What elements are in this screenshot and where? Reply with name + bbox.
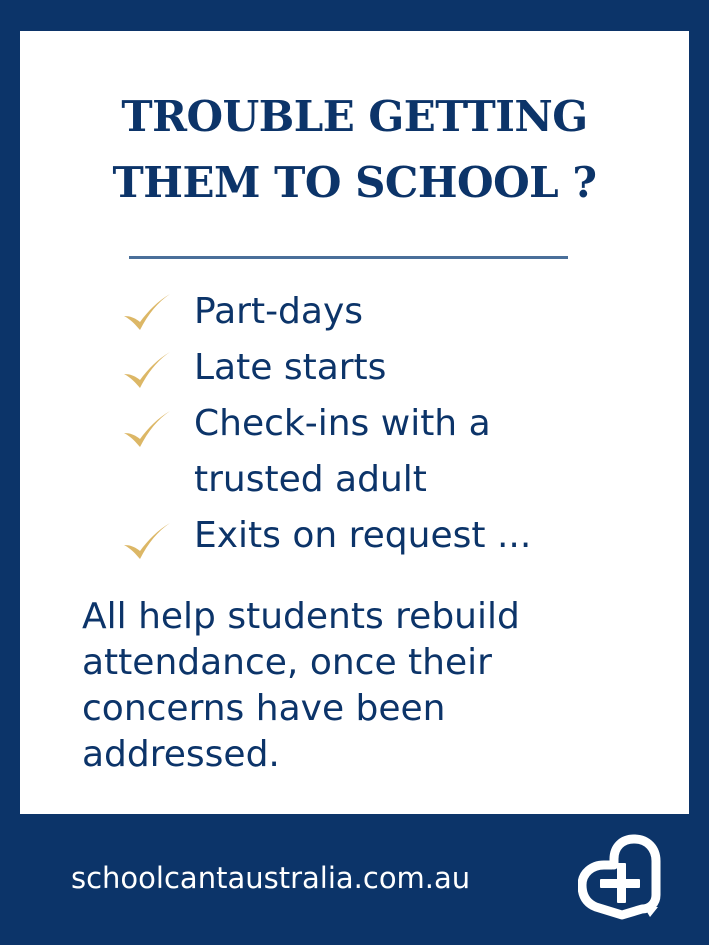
summary-paragraph — [82, 594, 662, 778]
checkmark-icon — [120, 292, 172, 332]
checklist-item-text: Part-days — [194, 291, 364, 332]
summary-line-2: attendance, once their — [82, 642, 492, 683]
checkmark-icon — [120, 521, 172, 561]
checkmark-icon — [120, 350, 172, 390]
summary-line-3: concerns have been — [82, 688, 446, 729]
headline-line-1: TROUBLE GETTING — [121, 92, 588, 141]
summary-line-4: addressed. — [82, 734, 280, 775]
summary-line-1: All help students rebuild — [82, 596, 520, 637]
checklist-item-text: Exits on request ... — [194, 515, 532, 556]
headline — [0, 84, 709, 216]
checklist-item-text-continued: trusted adult — [194, 459, 427, 500]
checklist-item-text: Late starts — [194, 347, 387, 388]
divider-line — [129, 256, 568, 259]
checkmark-icon — [120, 409, 172, 449]
checklist-item-text: Check-ins with a — [194, 403, 491, 444]
footer-website-link[interactable]: schoolcantaustralia.com.au — [71, 861, 471, 895]
heart-plus-logo-icon — [578, 833, 666, 921]
headline-line-2: THEM TO SCHOOL ? — [112, 158, 597, 207]
